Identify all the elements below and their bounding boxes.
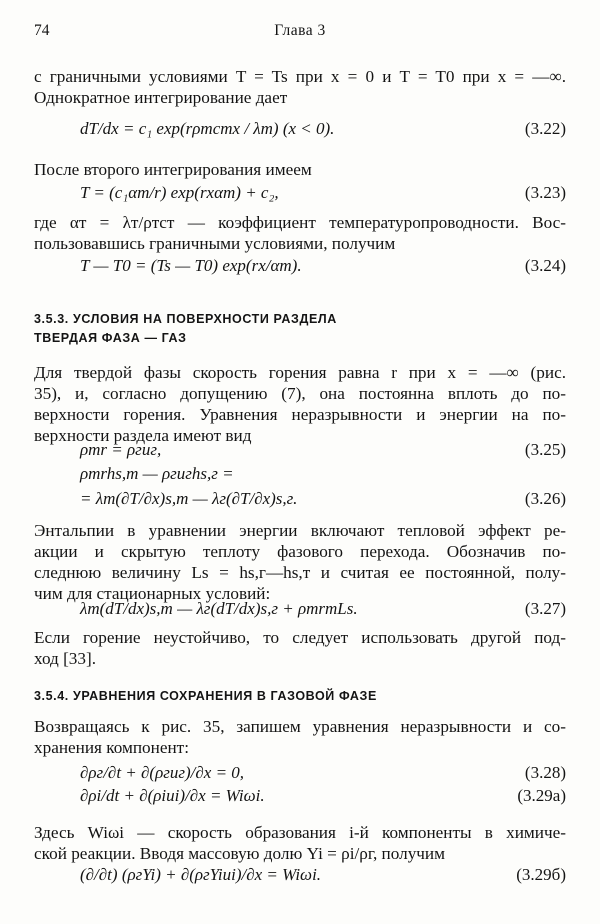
equation-3-29a: ∂ρi/dt + ∂(ρiui)/∂x = Wiωi. xyxy=(80,786,265,805)
equation-number-3-29a: (3.29а) xyxy=(517,786,566,805)
equation-number-3-27: (3.27) xyxy=(524,599,566,618)
text-line: верхности раздела имеют вид xyxy=(34,426,252,445)
heading-line: 3.5.4. УРАВНЕНИЯ СОХРАНЕНИЯ В ГАЗОВОЙ ФАЗЕ xyxy=(34,689,377,703)
page-number: 74 xyxy=(34,22,50,39)
paragraph-thermal-diffusivity xyxy=(34,212,566,254)
text-line: ской реакции. Вводя массовую долю Yi = ρi/ρг, получим xyxy=(34,844,446,863)
text-line: Для твердой фазы скорость горения равна r при x = —∞ (рис. xyxy=(34,363,566,382)
section-heading-3-5-4 xyxy=(34,687,377,706)
text-line: Возвращаясь к рис. 35, запишем уравнения неразрывности и со- xyxy=(34,717,566,736)
text-line: акции и скрытую теплоту фазового перехода. Обозначив по- xyxy=(34,542,566,561)
equation-3-28: ∂ρг/∂t + ∂(ρгuг)/∂x = 0, xyxy=(80,763,245,782)
paragraph-second-integration xyxy=(34,159,566,180)
text-line: хранения компонент: xyxy=(34,738,189,757)
text-line: следнюю величину Ls = hs,г—hs,т и считая ее постоянной, полу- xyxy=(34,563,566,582)
equation-number-3-29b: (3.29б) xyxy=(516,865,566,884)
text-line: чим для стационарных условий: xyxy=(34,584,271,603)
paragraph-unstable-combustion xyxy=(34,627,566,669)
heading-line: 3.5.3. УСЛОВИЯ НА ПОВЕРХНОСТИ РАЗДЕЛА xyxy=(34,312,337,326)
text-line: Энтальпии в уравнении энергии включают тепловой эффект ре- xyxy=(34,521,566,540)
text-line: 35), и, согласно допущению (7), она постоянна вплоть до по- xyxy=(34,384,566,403)
equation-number-3-26: (3.26) xyxy=(524,489,566,508)
paragraph-boundary-conditions xyxy=(34,66,566,108)
text-line: ход [33]. xyxy=(34,649,97,668)
paragraph-mass-fraction xyxy=(34,822,566,864)
paragraph-solid-phase xyxy=(34,362,566,446)
equation-3-26-line-1: ρтrhs,т — ρгuгhs,г = xyxy=(80,464,234,483)
page-header xyxy=(34,22,566,46)
equation-3-27: λт(dT/dx)s,т — λг(dT/dx)s,г + ρтrтLs. xyxy=(80,599,358,618)
text-line: пользовавшись граничными условиями, получим xyxy=(34,234,396,253)
equation-3-26-line-2: = λт(∂T/∂x)s,т — λг(∂T/∂x)s,г. xyxy=(80,489,298,508)
section-heading-3-5-3 xyxy=(34,310,337,348)
equation-3-25: ρтr = ρгuг, xyxy=(80,440,162,459)
equation-number-3-28: (3.28) xyxy=(524,763,566,782)
paragraph-conservation xyxy=(34,716,566,758)
text-line: Здесь Wiωi — скорость образования i-й компоненты в химиче- xyxy=(34,823,566,842)
running-head: Глава 3 xyxy=(274,22,326,39)
text-line: После второго интегрирования имеем xyxy=(34,160,312,179)
heading-line: ТВЕРДАЯ ФАЗА — ГАЗ xyxy=(34,331,187,345)
equation-number-3-23: (3.23) xyxy=(524,183,566,202)
equation-3-23: T = (c₁αт/r) exp(rxαт) + c₂, xyxy=(80,183,279,202)
equation-number-3-25: (3.25) xyxy=(524,440,566,459)
text-line: Если горение неустойчиво, то следует использовать другой под- xyxy=(34,628,566,647)
text-line: где αт = λт/ρтcт — коэффициент температуропроводности. Вос- xyxy=(34,213,566,232)
equation-number-3-22: (3.22) xyxy=(524,119,566,138)
text-line: верхности горения. Уравнения неразрывности и энергии на по- xyxy=(34,405,566,424)
equation-3-24: T — T0 = (Ts — T0) exp(rx/αт). xyxy=(80,256,302,275)
equation-3-29b: (∂/∂t) (ρгYi) + ∂(ρгYiui)/∂x = Wiωi. xyxy=(80,865,322,884)
text-line: с граничными условиями T = Ts при x = 0 и T = T0 при x = —∞. xyxy=(34,67,566,86)
equation-number-3-24: (3.24) xyxy=(524,256,566,275)
text-line: Однократное интегрирование дает xyxy=(34,88,288,107)
equation-3-22: dT/dx = c₁ exp(rρтcтx / λт) (x < 0). xyxy=(80,119,335,138)
paragraph-enthalpy xyxy=(34,520,566,604)
